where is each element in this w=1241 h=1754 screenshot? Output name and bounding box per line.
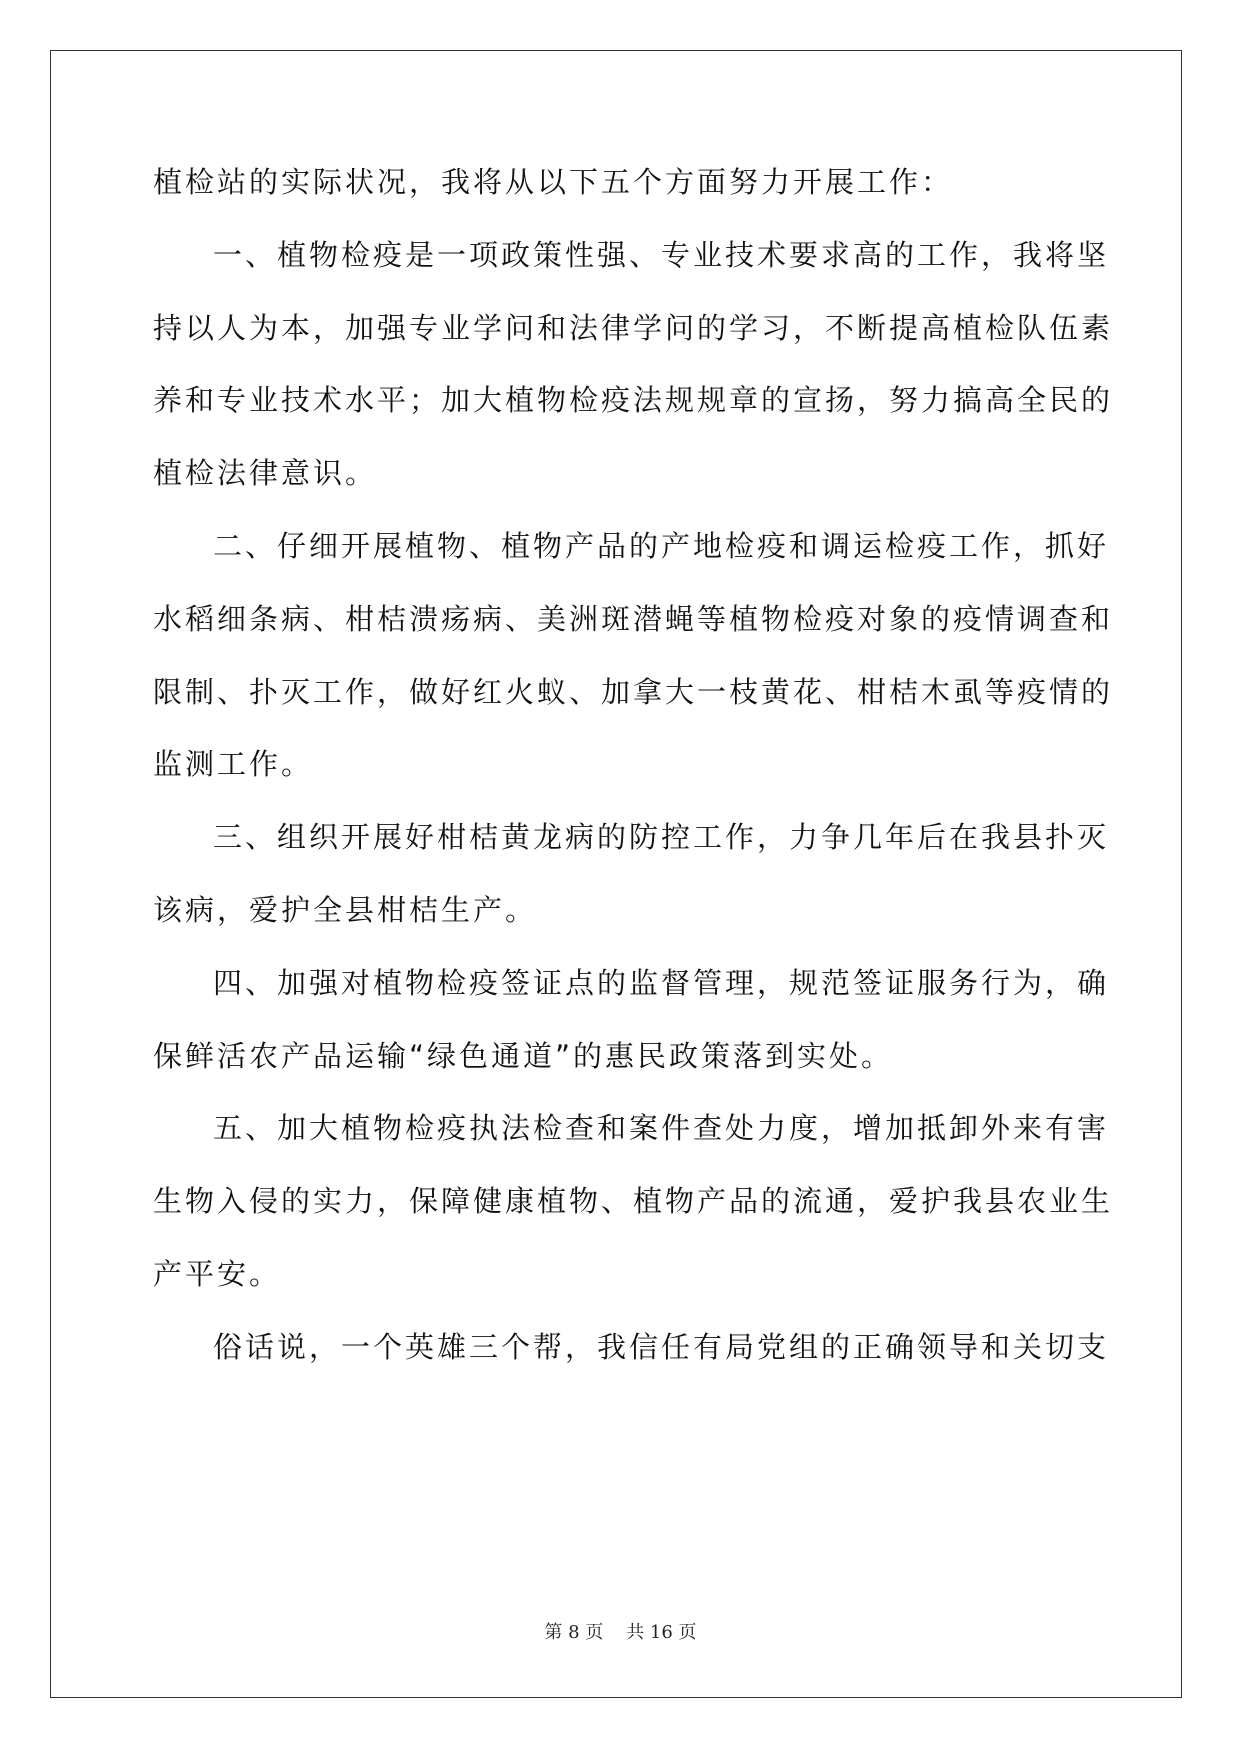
- text-line: 水稻细条病、柑桔溃疡病、美洲斑潜蝇等植物检疫对象的疫情调查和: [153, 602, 1114, 636]
- text-line: 生物入侵的实力，保障健康植物、植物产品的流通，爱护我县农业生: [153, 1184, 1114, 1218]
- text-line: 一、植物检疫是一项政策性强、专业技术要求高的工作，我将坚: [213, 238, 1110, 272]
- text-line: 限制、扑灭工作，做好红火蚁、加拿大一枝黄花、柑桔木虱等疫情的: [153, 675, 1114, 709]
- text-line: 四、加强对植物检疫签证点的监督管理，规范签证服务行为，确: [213, 966, 1110, 1000]
- text-line: 植检站的实际状况，我将从以下五个方面努力开展工作：: [153, 165, 954, 199]
- text-line: 二、仔细开展植物、植物产品的产地检疫和调运检疫工作，抓好: [213, 529, 1110, 563]
- text-line: 俗话说，一个英雄三个帮，我信任有局党组的正确领导和关切支: [213, 1330, 1110, 1364]
- text-line: 监测工作。: [153, 747, 314, 781]
- text-line: 产平安。: [153, 1257, 282, 1291]
- text-line: 养和专业技术水平；加大植物检疫法规规章的宣扬，努力搞高全民的: [153, 383, 1114, 417]
- text-line: 五、加大植物检疫执法检查和案件查处力度，增加抵卸外来有害: [213, 1111, 1110, 1145]
- text-line: 植检法律意识。: [153, 456, 378, 490]
- text-line: 持以人为本，加强专业学问和法律学问的学习，不断提高植检队伍素: [153, 311, 1114, 345]
- text-line: 该病，爱护全县柑桔生产。: [153, 893, 538, 927]
- text-line: 保鲜活农产品运输“绿色通道”的惠民政策落到实处。: [153, 1039, 894, 1073]
- text-line: 三、组织开展好柑桔黄龙病的防控工作，力争几年后在我县扑灭: [213, 820, 1110, 854]
- page-border: [50, 50, 1182, 1698]
- page-number-footer: 第 8 页 共 16 页: [544, 1622, 697, 1643]
